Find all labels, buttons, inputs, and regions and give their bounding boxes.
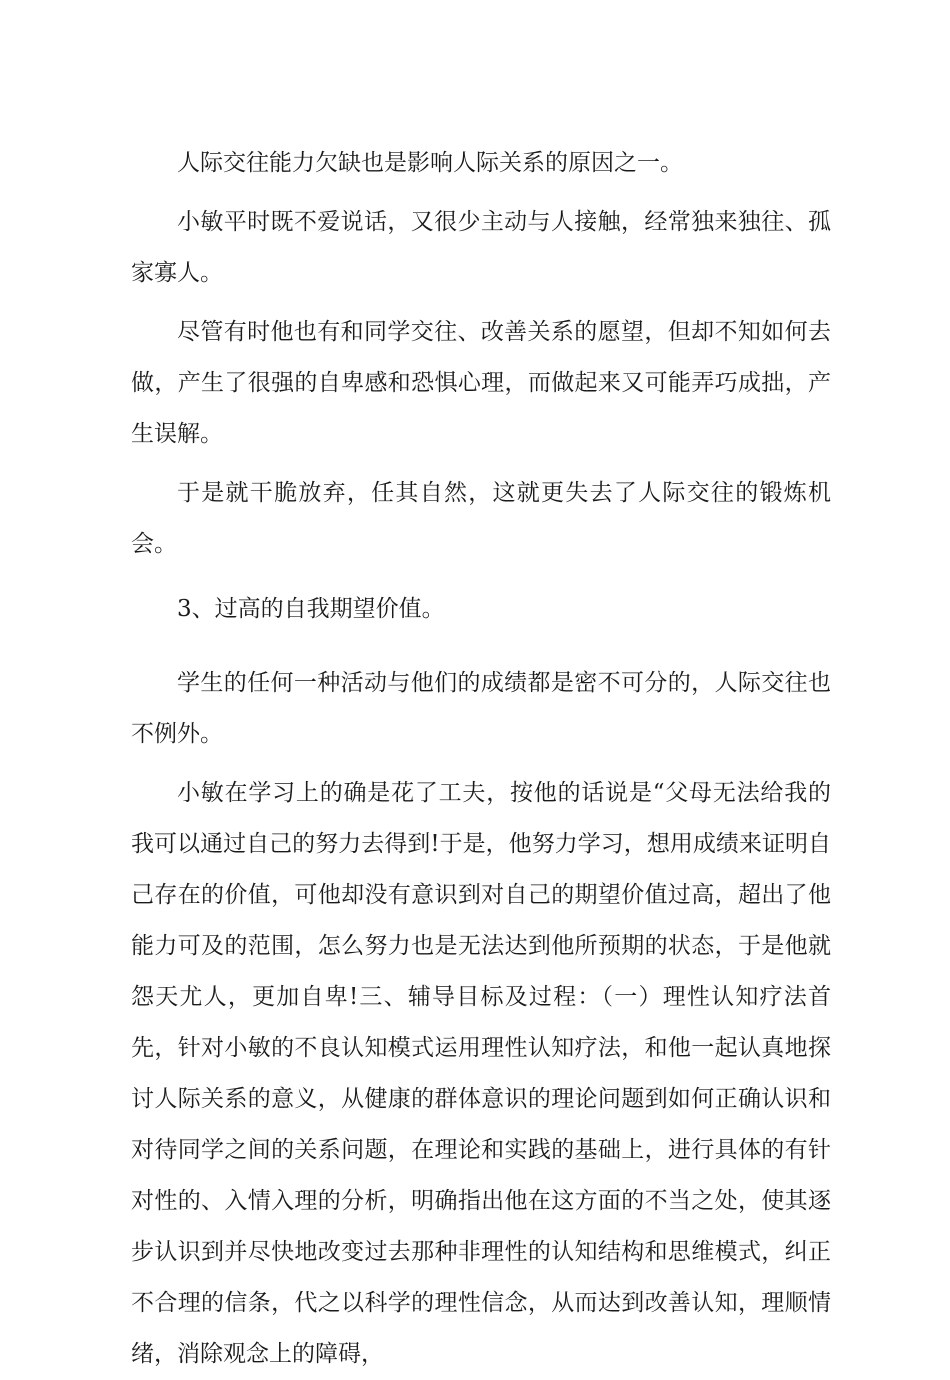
paragraph-6: 小敏在学习上的确是花了工夫，按他的话说是“父母无法给我的我可以通过自己的努力去得到!于是，他努力学习，想用成绩来证明自己存在的价值，可他却没有意识到对自己的期望价值过高，超出了他能力可及的范围，怎么努力也是无法达到他所预期的状态，于是他就怨天尤人，更加自卑!三、辅导目标及过程：（一）理性认知疗法首先，针对小敏的不良认知模式运用理性认知疗法，和他一起认真地探讨人际关系的意义，从健康的群体意识的理论问题到如何正确认识和对待同学之间的关系问题，在理论和实践的基础上，进行具体的有针对性的、入情入理的分析，明确指出他在这方面的不当之处，使其逐步认识到并尽快地改变过去那种非理性的认知结构和思维模式，纠正不合理的信条，代之以科学的理性信念，从而达到改善认知，理顺情绪，消除观念上的障碍， (131, 780, 831, 1367)
paragraph-2: 小敏平时既不爱说话，又很少主动与人接触，经常独来独往、孤家寡人。 (131, 209, 831, 286)
document-body (131, 138, 831, 1380)
paragraph-3: 尽管有时他也有和同学交往、改善关系的愿望，但却不知如何去做，产生了很强的自卑感和恐惧心理，而做起来又可能弄巧成拙，产生误解。 (131, 319, 831, 447)
paragraph-4: 于是就干脆放弃，任其自然，这就更失去了人际交往的锻炼机会。 (131, 480, 831, 557)
paragraph-5: 学生的任何一种活动与他们的成绩都是密不可分的，人际交往也不例外。 (131, 670, 831, 747)
section-heading: 3、过高的自我期望价值。 (177, 596, 445, 622)
paragraph-1: 人际交往能力欠缺也是影响人际关系的原因之一。 (177, 150, 683, 176)
